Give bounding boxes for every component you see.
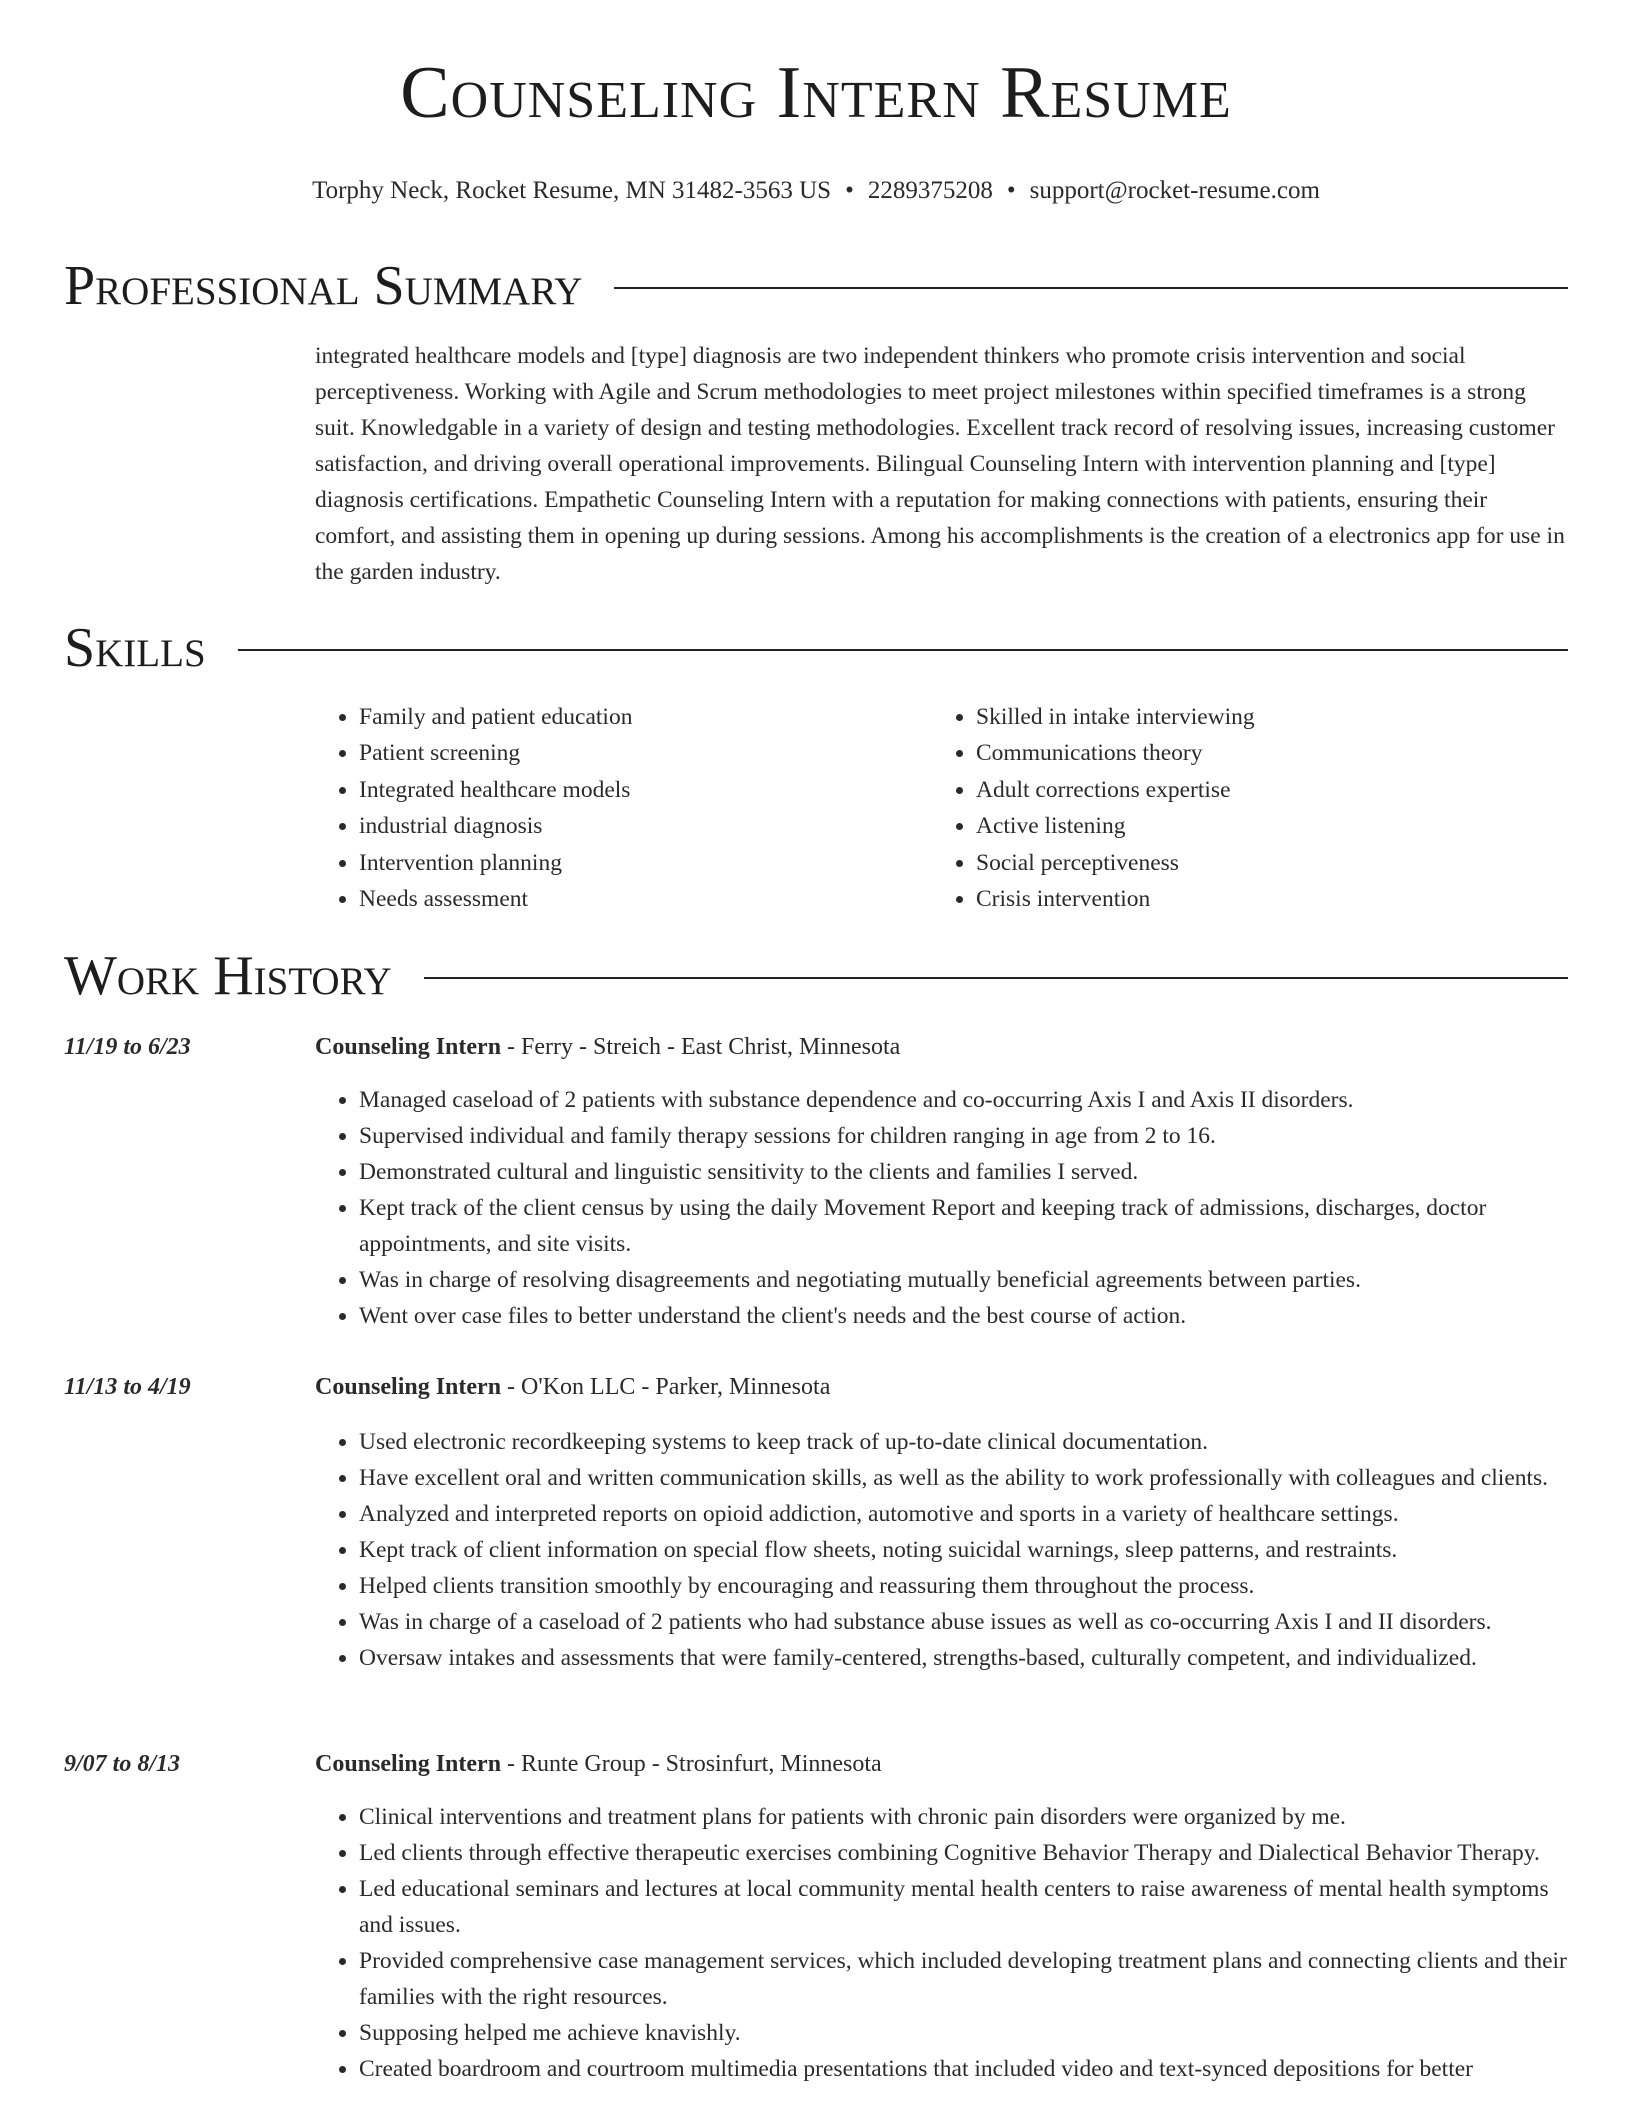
job-bullet: • Was in charge of a caseload of 2 patients who had substance abuse issues as well as co-occurring Axis I and II disorders. <box>359 1604 1568 1640</box>
skill-item: • industrial diagnosis <box>359 808 932 844</box>
job-bullet: • Demonstrated cultural and linguistic sensitivity to the clients and families I served. <box>359 1154 1568 1190</box>
skill-item: • Social perceptiveness <box>976 845 1549 881</box>
job-bullet: • Kept track of the client census by using the daily Movement Report and keeping track of admissions, discharges, doctor appointments, and site visits. <box>359 1190 1568 1262</box>
section-divider <box>238 649 1568 651</box>
job-bullet: • Managed caseload of 2 patients with substance dependence and co-occurring Axis I and Axis II disorders. <box>359 1082 1568 1118</box>
job-title: Counseling Intern <box>315 1374 502 1400</box>
skills-list <box>315 699 1568 917</box>
job-heading <box>315 1370 830 1404</box>
skill-item: • Crisis intervention <box>976 881 1549 917</box>
contact-address: Torphy Neck, Rocket Resume, MN 31482-3563 US <box>312 177 832 204</box>
summary-section-header <box>64 255 1568 317</box>
summary-text: integrated healthcare models and [type] diagnosis are two independent thinkers who promote crisis intervention and social perceptiveness. Working with Agile and Scrum methodologies to meet project milestones within specified timeframes is a strong suit. Knowledgable in a variety of design and testing methodologies. Excellent track record of resolving issues, increasing customer satisfaction, and driving overall operational improvements. Bilingual Counseling Intern with intervention planning and [type] diagnosis certifications. Empathetic Counseling Intern with a reputation for making connections with patients, ensuring their comfort, and assisting them in opening up during sessions. Among his accomplishments is the creation of a electronics app for use in the garden industry. <box>315 343 1565 585</box>
job-bullet: • Analyzed and interpreted reports on opioid addiction, automotive and sports in a variety of healthcare settings. <box>359 1496 1568 1532</box>
skill-item: • Integrated healthcare models <box>359 772 932 808</box>
skill-item: • Skilled in intake interviewing <box>976 699 1549 735</box>
job-bullets <box>315 1082 1568 1334</box>
job-dates: 11/19 to 6/23 <box>64 1034 191 1060</box>
job-heading <box>315 1747 882 1781</box>
skills-section-header <box>64 617 1568 679</box>
skill-item: • Family and patient education <box>359 699 932 735</box>
work-heading: Work History <box>64 945 392 1007</box>
job-employer: - Runte Group - Strosinfurt, Minnesota <box>501 1751 882 1777</box>
job-bullet: • Created boardroom and courtroom multimedia presentations that included video and text-synced depositions for better <box>359 2051 1568 2087</box>
skill-item: • Communications theory <box>976 735 1549 771</box>
contact-separator: • <box>845 177 854 204</box>
job-bullet: • Was in charge of resolving disagreements and negotiating mutually beneficial agreements between parties. <box>359 1262 1568 1298</box>
job-dates: 9/07 to 8/13 <box>64 1751 181 1777</box>
job-bullet: • Clinical interventions and treatment plans for patients with chronic pain disorders were organized by me. <box>359 1799 1568 1835</box>
job-bullet: • Supposing helped me achieve knavishly. <box>359 2015 1568 2051</box>
skills-column-left <box>315 699 932 917</box>
job-employer: - O'Kon LLC - Parker, Minnesota <box>501 1374 831 1400</box>
skill-item: • Patient screening <box>359 735 932 771</box>
resume-title: Counseling Intern Resume <box>400 52 1232 134</box>
work-section-header <box>64 945 1568 1007</box>
job-bullet: • Led educational seminars and lectures at local community mental health centers to raise awareness of mental health symptoms and issues. <box>359 1871 1568 1943</box>
contact-phone: 2289375208 <box>867 177 993 204</box>
job-title: Counseling Intern <box>315 1034 502 1060</box>
job-bullet: • Led clients through effective therapeutic exercises combining Cognitive Behavior Therapy and Dialectical Behavior Therapy. <box>359 1835 1568 1871</box>
skills-column-right <box>932 699 1549 917</box>
job-title: Counseling Intern <box>315 1751 502 1777</box>
job-bullet: • Oversaw intakes and assessments that were family-centered, strengths-based, culturally competent, and individualized. <box>359 1640 1568 1676</box>
skill-item: • Active listening <box>976 808 1549 844</box>
job-bullet: • Went over case files to better understand the client's needs and the best course of action. <box>359 1298 1568 1334</box>
job-bullet: • Kept track of client information on special flow sheets, noting suicidal warnings, sleep patterns, and restraints. <box>359 1532 1568 1568</box>
contact-email[interactable]: support@rocket-resume.com <box>1029 177 1320 204</box>
section-divider <box>424 977 1568 979</box>
summary-heading: Professional Summary <box>64 255 583 317</box>
job-bullets <box>315 1424 1568 1676</box>
skill-item: • Intervention planning <box>359 845 932 881</box>
job-heading <box>315 1030 900 1064</box>
skills-heading: Skills <box>64 617 206 679</box>
job-bullet: • Provided comprehensive case management services, which included developing treatment plans and connecting clients and their families with the right resources. <box>359 1943 1568 2015</box>
contact-separator: • <box>1006 177 1016 204</box>
job-employer: - Ferry - Streich - East Christ, Minnesota <box>501 1034 901 1060</box>
skill-item: • Adult corrections expertise <box>976 772 1549 808</box>
job-bullet: • Helped clients transition smoothly by encouraging and reassuring them throughout the process. <box>359 1568 1568 1604</box>
job-bullet: • Used electronic recordkeeping systems to keep track of up-to-date clinical documentation. <box>359 1424 1568 1460</box>
skill-item: • Needs assessment <box>359 881 932 917</box>
job-dates: 11/13 to 4/19 <box>64 1374 191 1400</box>
contact-line <box>64 176 1568 206</box>
section-divider <box>614 287 1568 289</box>
job-bullet: • Have excellent oral and written communication skills, as well as the ability to work professionally with colleagues and clients. <box>359 1460 1568 1496</box>
job-bullet: • Supervised individual and family therapy sessions for children ranging in age from 2 to 16. <box>359 1118 1568 1154</box>
job-bullets <box>315 1799 1568 2087</box>
